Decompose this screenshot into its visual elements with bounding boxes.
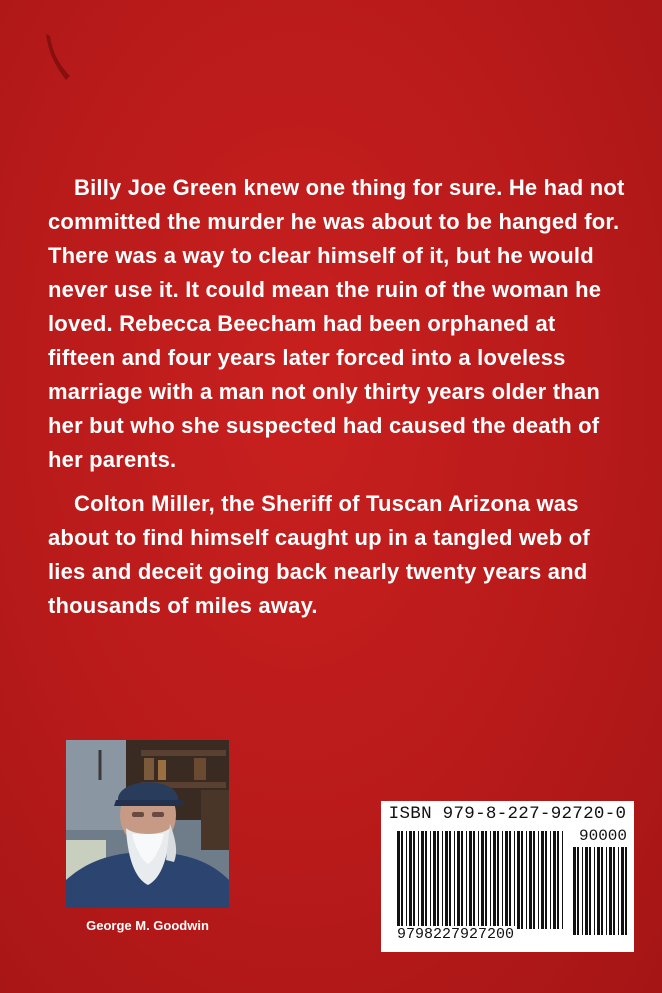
isbn-label: ISBN 979-8-227-92720-0 <box>388 804 627 824</box>
blurb-paragraph-1: Billy Joe Green knew one thing for sure. He had not committed the murder he was about to be hanged for. There was a way to clear himself of it, but he would never use it. It could mean the ruin of the woman he loved. Rebecca Beecham had been orphaned at fifteen and four years later forced into a loveless marriage with a man not only thirty years older than her but who she suspected had caused the death of her parents. <box>48 175 625 472</box>
author-name: George M. Goodwin <box>86 918 209 933</box>
blurb-paragraph-2: Colton Miller, the Sheriff of Tuscan Arizona was about to find himself caught up in a tangled web of lies and deceit going back nearly twenty years and thousands of miles away. <box>48 491 590 618</box>
back-cover-blurb <box>48 171 628 633</box>
author-photo <box>66 740 229 908</box>
barcode-digits: 9798227927200 <box>397 926 515 943</box>
corner-decoration <box>38 28 78 88</box>
barcode-addon-number: 90000 <box>579 827 628 845</box>
isbn-barcode <box>381 801 634 952</box>
